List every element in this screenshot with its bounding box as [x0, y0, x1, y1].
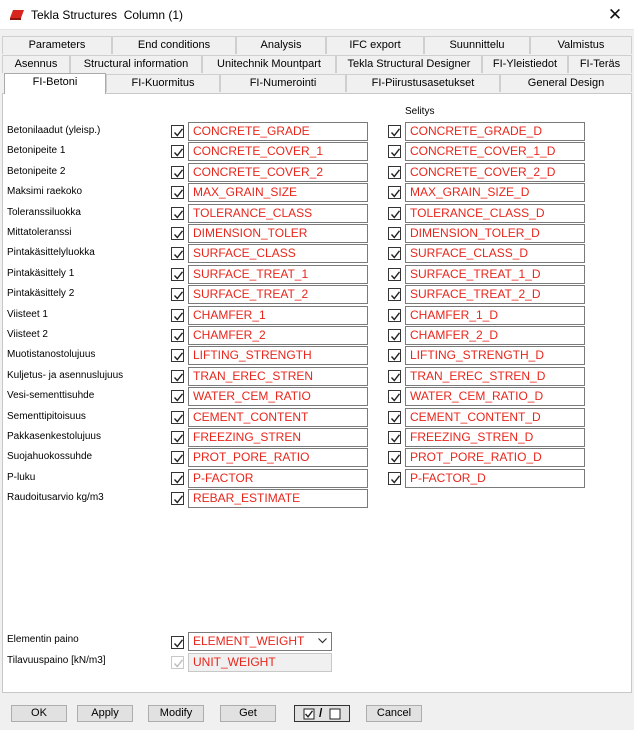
tab-fi-numerointi[interactable]: FI-Numerointi [220, 74, 346, 92]
row-desc-checkbox[interactable] [388, 207, 401, 220]
checkmark-icon [173, 188, 184, 199]
row-desc-field[interactable]: SURFACE_TREAT_2_D [405, 285, 585, 304]
element-weight-label: Elementin paino [7, 634, 79, 645]
checkmark-icon [173, 331, 184, 342]
row-value-checkbox[interactable] [171, 431, 184, 444]
checkmark-icon [173, 453, 184, 464]
checkmark-icon [390, 209, 401, 220]
row-value-checkbox[interactable] [171, 125, 184, 138]
tab-fi-yleistiedot[interactable]: FI-Yleistiedot [482, 55, 568, 73]
row-value-checkbox[interactable] [171, 247, 184, 260]
tab-valmistus[interactable]: Valmistus [530, 36, 632, 54]
row-value-checkbox[interactable] [171, 329, 184, 342]
checkmark-icon [173, 494, 184, 505]
checkmark-icon [173, 270, 184, 281]
row-value-checkbox[interactable] [171, 207, 184, 220]
checkmark-icon [390, 453, 401, 464]
tab-general-design[interactable]: General Design [500, 74, 632, 92]
row-desc-field[interactable]: CONCRETE_COVER_2_D [405, 163, 585, 182]
row-desc-field[interactable]: CHAMFER_1_D [405, 306, 585, 325]
row-label: Muotistanostolujuus [7, 349, 96, 360]
row-desc-field[interactable]: TRAN_EREC_STREN_D [405, 367, 585, 386]
row-desc-field[interactable]: PROT_PORE_RATIO_D [405, 448, 585, 467]
unit-weight-field: UNIT_WEIGHT [188, 653, 332, 672]
row-label: Viisteet 1 [7, 309, 48, 320]
row-value-field[interactable]: CONCRETE_GRADE [188, 122, 368, 141]
tab-tekla-structural-designer[interactable]: Tekla Structural Designer [336, 55, 482, 73]
row-desc-checkbox[interactable] [388, 288, 401, 301]
row-desc-checkbox[interactable] [388, 145, 401, 158]
checkmark-icon [173, 290, 184, 301]
element-weight-checkbox[interactable] [171, 636, 184, 649]
row-desc-field[interactable]: FREEZING_STREN_D [405, 428, 585, 447]
row-value-checkbox[interactable] [171, 145, 184, 158]
row-value-field[interactable]: REBAR_ESTIMATE [188, 489, 368, 508]
checkmark-icon [390, 290, 401, 301]
row-desc-checkbox[interactable] [388, 390, 401, 403]
tab-parameters[interactable]: Parameters [2, 36, 112, 54]
row-desc-checkbox[interactable] [388, 166, 401, 179]
row-value-field[interactable]: PROT_PORE_RATIO [188, 448, 368, 467]
checkmark-icon [390, 188, 401, 199]
row-label: Viisteet 2 [7, 329, 48, 340]
unit-weight-checkbox [171, 656, 184, 669]
row-value-checkbox[interactable] [171, 309, 184, 322]
row-label: P-luku [7, 472, 36, 483]
row-desc-checkbox[interactable] [388, 451, 401, 464]
checkmark-icon [390, 168, 401, 179]
row-label: Toleranssiluokka [7, 207, 81, 218]
element-weight-value: ELEMENT_WEIGHT [193, 634, 305, 648]
tab-asennus[interactable]: Asennus [2, 55, 70, 73]
row-desc-field[interactable]: SURFACE_CLASS_D [405, 244, 585, 263]
element-weight-select[interactable] [188, 632, 332, 651]
row-label: Pintakäsittelyluokka [7, 247, 95, 258]
row-desc-checkbox[interactable] [388, 186, 401, 199]
chevron-down-icon [318, 638, 327, 644]
checkmark-icon [173, 413, 184, 424]
row-value-field[interactable]: SURFACE_TREAT_2 [188, 285, 368, 304]
apply-button[interactable]: Apply [77, 705, 133, 722]
tab-fi-teras[interactable]: FI-Teräs [568, 55, 632, 73]
row-desc-field[interactable]: CEMENT_CONTENT_D [405, 408, 585, 427]
checkmark-icon [390, 270, 401, 281]
get-button[interactable]: Get [220, 705, 276, 722]
window-title: Tekla Structures Column (1) [31, 8, 184, 22]
cancel-button[interactable]: Cancel [366, 705, 422, 722]
checkmark-icon [173, 147, 184, 158]
close-icon[interactable]: ✕ [607, 5, 623, 24]
row-desc-checkbox[interactable] [388, 227, 401, 240]
row-desc-checkbox[interactable] [388, 370, 401, 383]
checkmark-icon [173, 372, 184, 383]
unit-weight-label: Tilavuuspaino [kN/m3] [7, 655, 106, 666]
row-value-field[interactable]: TRAN_EREC_STREN [188, 367, 368, 386]
row-desc-checkbox[interactable] [388, 268, 401, 281]
row-value-checkbox[interactable] [171, 492, 184, 505]
row-value-field[interactable]: CONCRETE_COVER_2 [188, 163, 368, 182]
row-value-checkbox[interactable] [171, 268, 184, 281]
row-value-field[interactable]: DIMENSION_TOLER [188, 224, 368, 243]
row-label: Maksimi raekoko [7, 186, 83, 197]
row-value-checkbox[interactable] [171, 370, 184, 383]
row-label: Pakkasenkestolujuus [7, 431, 101, 442]
row-desc-checkbox[interactable] [388, 472, 401, 485]
row-value-field[interactable]: LIFTING_STRENGTH [188, 346, 368, 365]
row-label: Pintakäsittely 2 [7, 288, 75, 299]
checkmark-icon [390, 147, 401, 158]
checkmark-icon [173, 658, 184, 669]
tab-fi-piirustusasetukset[interactable]: FI-Piirustusasetukset [346, 74, 500, 92]
row-label: Pintakäsittely 1 [7, 268, 75, 279]
checkmark-icon [390, 433, 401, 444]
row-value-checkbox[interactable] [171, 390, 184, 403]
row-desc-field[interactable]: CONCRETE_COVER_1_D [405, 142, 585, 161]
modify-button[interactable]: Modify [148, 705, 204, 722]
ok-button[interactable]: OK [11, 705, 67, 722]
row-value-field[interactable]: MAX_GRAIN_SIZE [188, 183, 368, 202]
tab-fi-betoni[interactable]: FI-Betoni [4, 73, 106, 94]
row-label: Vesi-sementtisuhde [7, 390, 95, 401]
row-desc-checkbox[interactable] [388, 329, 401, 342]
row-desc-field[interactable]: SURFACE_TREAT_1_D [405, 265, 585, 284]
row-desc-field[interactable]: CHAMFER_2_D [405, 326, 585, 345]
row-value-checkbox[interactable] [171, 166, 184, 179]
checkmark-icon [173, 229, 184, 240]
checkmark-icon [173, 249, 184, 260]
tekla-app-icon [9, 9, 25, 21]
tab-structural-information[interactable]: Structural information [70, 55, 202, 73]
row-desc-checkbox[interactable] [388, 309, 401, 322]
checkmark-icon [390, 372, 401, 383]
row-value-checkbox[interactable] [171, 288, 184, 301]
row-desc-checkbox[interactable] [388, 431, 401, 444]
checkmark-icon [173, 433, 184, 444]
checkmark-icon [390, 351, 401, 362]
row-label: Betonipeite 1 [7, 145, 66, 156]
toggle-separator: / [319, 706, 323, 720]
row-desc-checkbox[interactable] [388, 247, 401, 260]
checkmark-icon [390, 474, 401, 485]
checkmark-icon [173, 209, 184, 220]
row-value-field[interactable]: CHAMFER_1 [188, 306, 368, 325]
row-label: Sementtipitoisuus [7, 411, 86, 422]
checkmark-icon [173, 638, 184, 649]
row-value-checkbox[interactable] [171, 472, 184, 485]
tab-fi-kuormitus[interactable]: FI-Kuormitus [106, 74, 220, 92]
tab-suunnittelu[interactable]: Suunnittelu [424, 36, 530, 54]
row-value-field[interactable]: CHAMFER_2 [188, 326, 368, 345]
checkmark-icon [390, 392, 401, 403]
row-value-field[interactable]: WATER_CEM_RATIO [188, 387, 368, 406]
row-value-checkbox[interactable] [171, 411, 184, 424]
row-value-field[interactable]: FREEZING_STREN [188, 428, 368, 447]
checkmark-icon [390, 311, 401, 322]
row-desc-checkbox[interactable] [388, 349, 401, 362]
row-value-field[interactable]: P-FACTOR [188, 469, 368, 488]
row-value-checkbox[interactable] [171, 227, 184, 240]
checkmark-icon [173, 311, 184, 322]
checkmark-icon [390, 413, 401, 424]
row-label: Betonipeite 2 [7, 166, 66, 177]
row-desc-checkbox[interactable] [388, 411, 401, 424]
row-desc-field[interactable]: WATER_CEM_RATIO_D [405, 387, 585, 406]
row-value-field[interactable]: CONCRETE_COVER_1 [188, 142, 368, 161]
row-desc-field[interactable]: DIMENSION_TOLER_D [405, 224, 585, 243]
row-desc-checkbox[interactable] [388, 125, 401, 138]
checkmark-icon [173, 392, 184, 403]
checkmark-icon [390, 229, 401, 240]
row-desc-field[interactable]: MAX_GRAIN_SIZE_D [405, 183, 585, 202]
title-bar [0, 0, 634, 30]
row-value-field[interactable]: SURFACE_CLASS [188, 244, 368, 263]
row-desc-field[interactable]: P-FACTOR_D [405, 469, 585, 488]
checkmark-icon [173, 474, 184, 485]
row-label: Suojahuokossuhde [7, 451, 93, 462]
row-desc-field[interactable]: LIFTING_STRENGTH_D [405, 346, 585, 365]
row-desc-field[interactable]: TOLERANCE_CLASS_D [405, 204, 585, 223]
row-label: Kuljetus- ja asennuslujuus [7, 370, 124, 381]
toggle-all-button[interactable] [294, 705, 350, 722]
checkmark-icon [173, 168, 184, 179]
tab-unitechnik-mountpart[interactable]: Unitechnik Mountpart [202, 55, 336, 73]
tab-end-conditions[interactable]: End conditions [112, 36, 236, 54]
row-value-field[interactable]: SURFACE_TREAT_1 [188, 265, 368, 284]
row-value-field[interactable]: CEMENT_CONTENT [188, 408, 368, 427]
row-value-checkbox[interactable] [171, 349, 184, 362]
selitys-header: Selitys [405, 106, 435, 117]
row-desc-field[interactable]: CONCRETE_GRADE_D [405, 122, 585, 141]
row-label: Mittatoleranssi [7, 227, 72, 238]
checkmark-icon [173, 127, 184, 138]
tab-ifc-export[interactable]: IFC export [326, 36, 424, 54]
checkmark-icon [390, 127, 401, 138]
checkmark-icon [390, 249, 401, 260]
row-value-field[interactable]: TOLERANCE_CLASS [188, 204, 368, 223]
row-value-checkbox[interactable] [171, 186, 184, 199]
tab-analysis[interactable]: Analysis [236, 36, 326, 54]
checkmark-icon [390, 331, 401, 342]
checkmark-icon [173, 351, 184, 362]
row-label: Betonilaadut (yleisp.) [7, 125, 101, 136]
row-label: Raudoitusarvio kg/m3 [7, 492, 104, 503]
row-value-checkbox[interactable] [171, 451, 184, 464]
